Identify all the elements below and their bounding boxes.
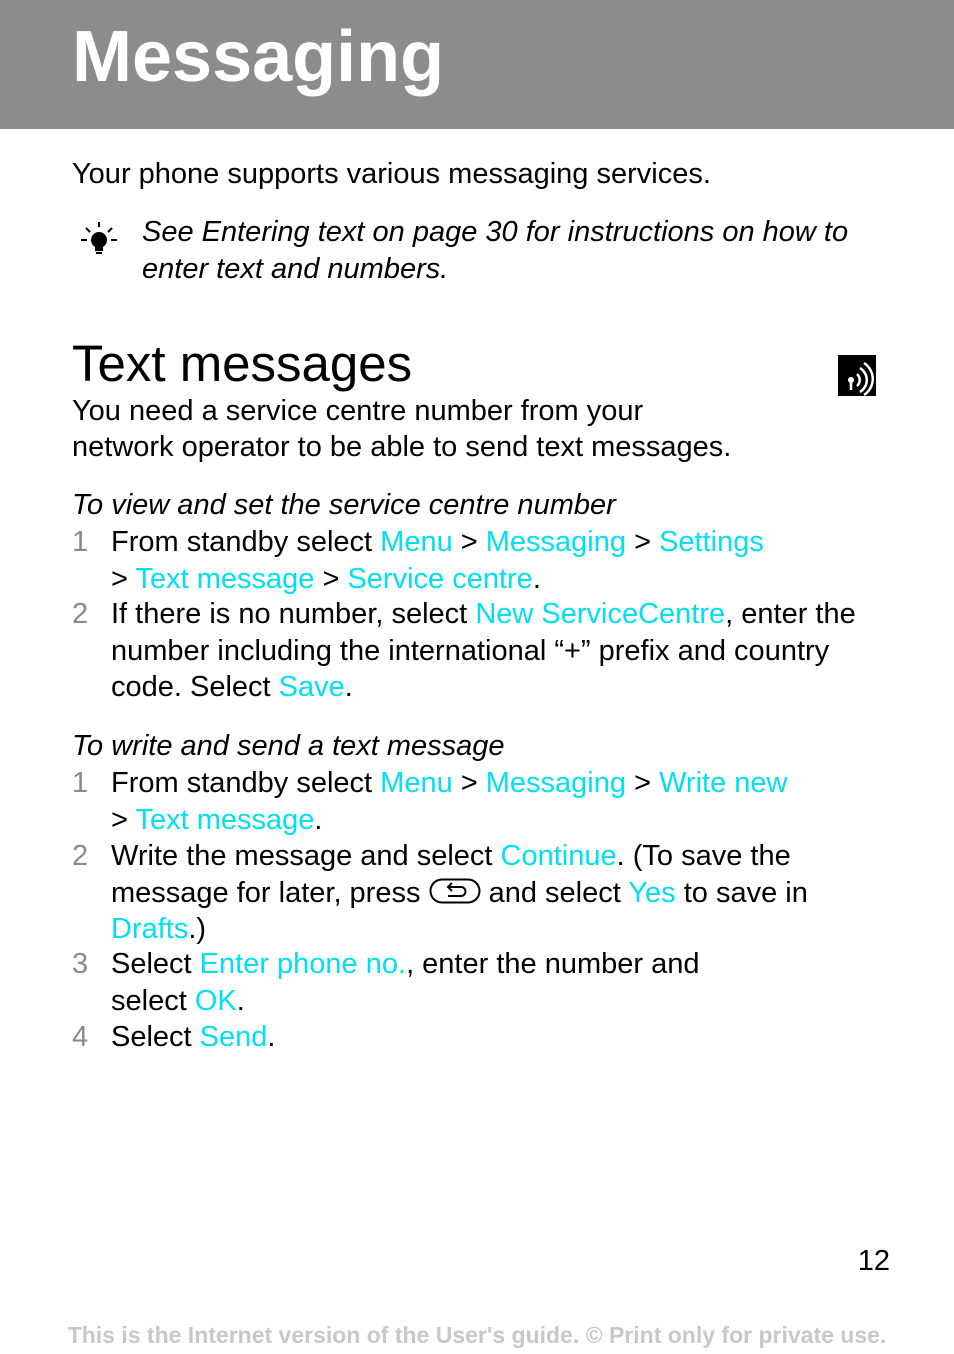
page-number: 12 — [857, 1245, 890, 1277]
menu-path-item: Write new — [659, 767, 788, 799]
section-body-line1: You need a service centre number from your — [72, 395, 644, 427]
menu-path-item: Send — [199, 1021, 268, 1053]
procedure-heading-service-centre: To view and set the service centre number — [72, 489, 616, 521]
menu-path-item: Continue — [500, 840, 617, 872]
intro-paragraph: Your phone supports various messaging services. — [72, 158, 711, 190]
menu-path-item: OK — [194, 984, 237, 1017]
section-body-line2: network operator to be able to send text messages. — [72, 431, 732, 463]
menu-path-item: Text message — [135, 562, 315, 595]
menu-path-item: Settings — [659, 526, 764, 558]
menu-path-item: Messaging — [485, 526, 627, 558]
step-number: 1 — [72, 526, 89, 558]
step-text: Select Send. — [111, 1021, 276, 1053]
step-text: From standby select Menu > Messaging > Settings > Text message > Service centre. — [111, 526, 764, 595]
step-number: 2 — [72, 840, 89, 872]
step-number: 4 — [72, 1021, 89, 1053]
step-text: Write the message and select Continue. (To save the message for later, press and select Yes to save in Drafts.) — [111, 840, 808, 945]
step-number: 1 — [72, 767, 89, 799]
menu-path-item: Menu — [380, 767, 453, 799]
menu-path-item: Text message — [135, 803, 315, 836]
menu-path-item: Messaging — [485, 767, 627, 799]
tip-text: See Entering text on page 30 for instructions on how to enter text and numbers. — [142, 216, 849, 285]
footer-note: This is the Internet version of the User's guide. © Print only for private use. — [67, 1322, 887, 1348]
lightbulb-icon — [80, 220, 118, 258]
step-text: If there is no number, select New ServiceCentre, enter the number including the international “+” prefix and country code. Select Save. — [111, 598, 856, 703]
menu-path-item: Drafts — [111, 913, 189, 945]
chapter-title: Messaging — [72, 17, 445, 97]
step-number: 3 — [72, 948, 89, 980]
menu-path-item: Service centre — [347, 562, 533, 595]
menu-path-item: New ServiceCentre — [475, 598, 726, 630]
step-number: 2 — [72, 598, 89, 630]
section-title: Text messages — [72, 335, 413, 392]
back-key-icon — [429, 878, 481, 904]
step-text: Select Enter phone no., enter the number and select OK. — [111, 948, 700, 1017]
step-text: From standby select Menu > Messaging > Write new > Text message. — [111, 767, 788, 836]
menu-path-item: Save — [278, 671, 345, 703]
menu-path-item: Menu — [380, 526, 453, 558]
menu-path-item: Yes — [628, 876, 676, 909]
menu-path-item: Enter phone no. — [199, 948, 407, 980]
operator-service-icon — [838, 355, 876, 396]
procedure-heading-write-send: To write and send a text message — [72, 730, 505, 762]
